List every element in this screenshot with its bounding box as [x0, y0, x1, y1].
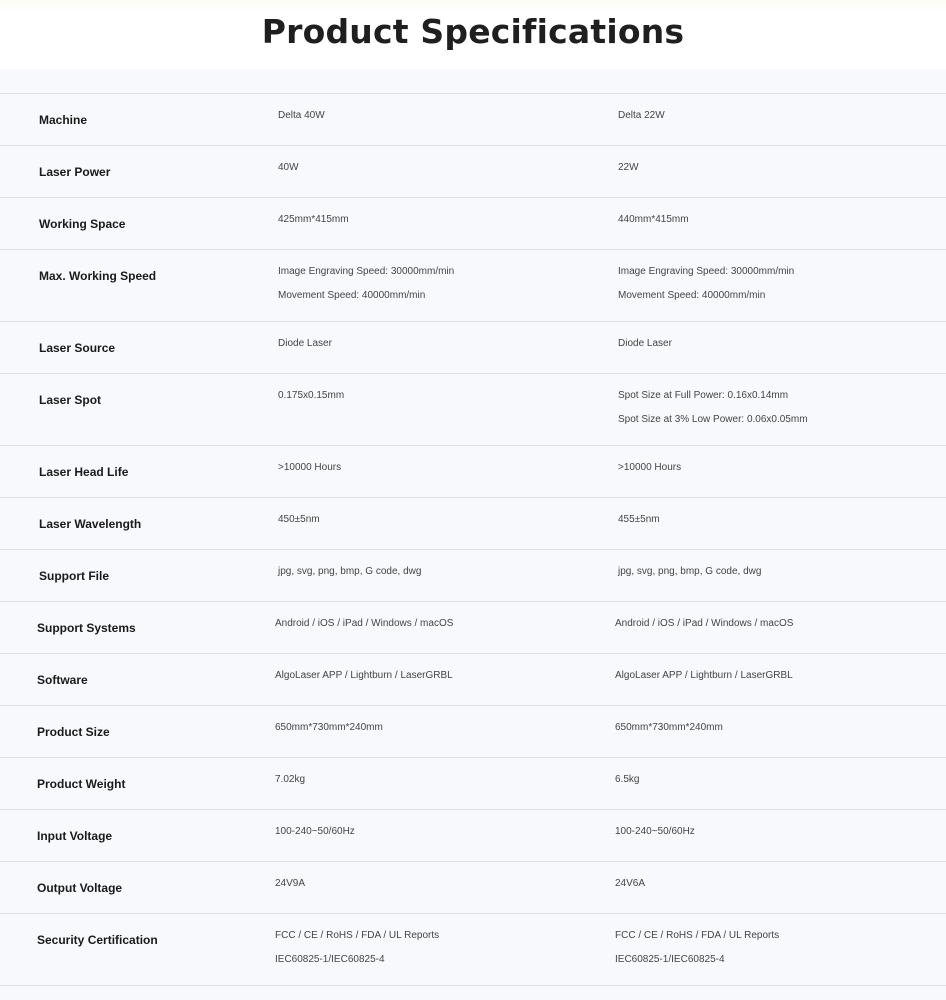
spec-value-model-40w — [278, 550, 618, 601]
spec-label: Security Certification — [37, 933, 158, 947]
spec-value-model-40w — [278, 322, 618, 373]
spec-value-model-40w — [278, 146, 618, 197]
spec-value-model-40w — [275, 914, 615, 985]
page-title: Product Specifications — [261, 12, 685, 51]
spec-value-line: Android / iOS / iPad / Windows / macOS — [275, 618, 454, 629]
spec-value-line: 650mm*730mm*240mm — [615, 722, 723, 733]
spec-label: Support Systems — [37, 621, 136, 635]
spec-value-model-22w — [618, 498, 946, 549]
spec-label: Output Voltage — [37, 881, 123, 895]
spec-value-line: 455±5nm — [618, 514, 660, 525]
spec-row — [0, 550, 946, 602]
spec-value-line: AlgoLaser APP / Lightburn / LaserGRBL — [275, 670, 453, 681]
spec-value-line: >10000 Hours — [278, 462, 342, 473]
spec-row — [0, 374, 946, 446]
spec-label: Laser Spot — [39, 393, 102, 407]
spec-value-model-40w — [278, 446, 618, 497]
spec-value-model-22w — [618, 374, 946, 445]
spec-value-model-40w — [275, 810, 615, 861]
spec-label: Machine — [39, 113, 88, 127]
spec-value-line: 450±5nm — [278, 514, 320, 525]
spec-table — [0, 93, 946, 986]
spec-value-line: 100-240~50/60Hz — [615, 826, 695, 837]
top-strip — [0, 0, 946, 12]
spec-value-model-40w — [278, 498, 618, 549]
spec-value-line: 0.175x0.15mm — [278, 390, 345, 401]
page-header — [0, 0, 946, 69]
spec-value-line: 440mm*415mm — [618, 214, 689, 225]
spec-value-model-40w — [278, 94, 618, 145]
spec-value-line: Android / iOS / iPad / Windows / macOS — [615, 618, 794, 629]
spec-row — [0, 446, 946, 498]
spec-label: Product Size — [37, 725, 110, 739]
spec-value-model-40w — [275, 706, 615, 757]
spec-value-line: Delta 22W — [618, 110, 665, 121]
spec-value-line: >10000 Hours — [618, 462, 682, 473]
spec-value-model-22w — [615, 810, 943, 861]
spec-row — [0, 706, 946, 758]
spec-value-model-22w — [615, 706, 943, 757]
spec-label: Product Weight — [37, 777, 126, 791]
spec-row — [0, 498, 946, 550]
spec-value-model-40w — [275, 602, 615, 653]
spec-value-model-22w — [618, 250, 946, 321]
spec-label: Laser Power — [39, 165, 111, 179]
spec-value-line: jpg, svg, png, bmp, G code, dwg — [618, 566, 762, 577]
spec-row — [0, 602, 946, 654]
spec-value-model-22w — [618, 146, 946, 197]
spec-label: Software — [37, 673, 88, 687]
spec-row — [0, 146, 946, 198]
spec-value-line: 40W — [278, 162, 299, 173]
spec-value-line: Movement Speed: 40000mm/min — [278, 290, 426, 301]
spec-value-line: Diode Laser — [618, 338, 672, 349]
spec-value-model-40w — [278, 198, 618, 249]
spec-value-line: 24V9A — [275, 878, 306, 889]
spec-value-model-40w — [275, 862, 615, 913]
spec-value-line: FCC / CE / RoHS / FDA / UL Reports — [275, 930, 440, 941]
spec-value-model-22w — [615, 758, 943, 809]
spec-value-line: 100-240~50/60Hz — [275, 826, 355, 837]
spec-value-line: Spot Size at Full Power: 0.16x0.14mm — [618, 390, 789, 401]
spec-value-model-22w — [615, 914, 943, 985]
spec-row — [0, 654, 946, 706]
spec-label: Laser Head Life — [39, 465, 129, 479]
spec-value-model-22w — [618, 446, 946, 497]
spec-label: Max. Working Speed — [39, 269, 157, 283]
spec-value-model-22w — [615, 862, 943, 913]
spec-value-model-22w — [618, 322, 946, 373]
spec-value-model-40w — [275, 654, 615, 705]
spec-value-line: FCC / CE / RoHS / FDA / UL Reports — [615, 930, 780, 941]
spec-row — [0, 758, 946, 810]
spec-value-line: 7.02kg — [275, 774, 306, 785]
spec-value-line: IEC60825-1/IEC60825-4 — [615, 954, 725, 965]
spec-value-line: jpg, svg, png, bmp, G code, dwg — [278, 566, 422, 577]
spec-value-model-22w — [618, 198, 946, 249]
spec-value-line: 24V6A — [615, 878, 646, 889]
spec-value-line: 6.5kg — [615, 774, 640, 785]
spec-label: Support File — [39, 569, 109, 583]
spec-label: Working Space — [39, 217, 126, 231]
spec-value-line: Image Engraving Speed: 30000mm/min — [278, 266, 455, 277]
spec-row — [0, 914, 946, 986]
spec-row — [0, 862, 946, 914]
spec-label: Laser Source — [39, 341, 116, 355]
spec-row — [0, 198, 946, 250]
spec-value-line: Spot Size at 3% Low Power: 0.06x0.05mm — [618, 414, 808, 425]
header-spacer — [0, 69, 946, 93]
spec-value-line: 650mm*730mm*240mm — [275, 722, 383, 733]
spec-row — [0, 810, 946, 862]
spec-label: Laser Wavelength — [39, 517, 142, 531]
spec-label: Input Voltage — [37, 829, 113, 843]
spec-row — [0, 250, 946, 322]
spec-value-model-22w — [615, 654, 943, 705]
spec-value-line: AlgoLaser APP / Lightburn / LaserGRBL — [615, 670, 793, 681]
spec-row — [0, 322, 946, 374]
spec-value-line: Image Engraving Speed: 30000mm/min — [618, 266, 795, 277]
spec-value-line: Movement Speed: 40000mm/min — [618, 290, 766, 301]
spec-value-model-22w — [618, 94, 946, 145]
spec-value-line: 425mm*415mm — [278, 214, 349, 225]
spec-value-model-40w — [278, 250, 618, 321]
spec-value-model-22w — [618, 550, 946, 601]
spec-value-line: IEC60825-1/IEC60825-4 — [275, 954, 385, 965]
spec-value-model-40w — [275, 758, 615, 809]
spec-value-line: 22W — [618, 162, 639, 173]
spec-value-model-22w — [615, 602, 943, 653]
spec-value-line: Delta 40W — [278, 110, 325, 121]
spec-value-model-40w — [278, 374, 618, 445]
spec-value-line: Diode Laser — [278, 338, 332, 349]
spec-row — [0, 94, 946, 146]
